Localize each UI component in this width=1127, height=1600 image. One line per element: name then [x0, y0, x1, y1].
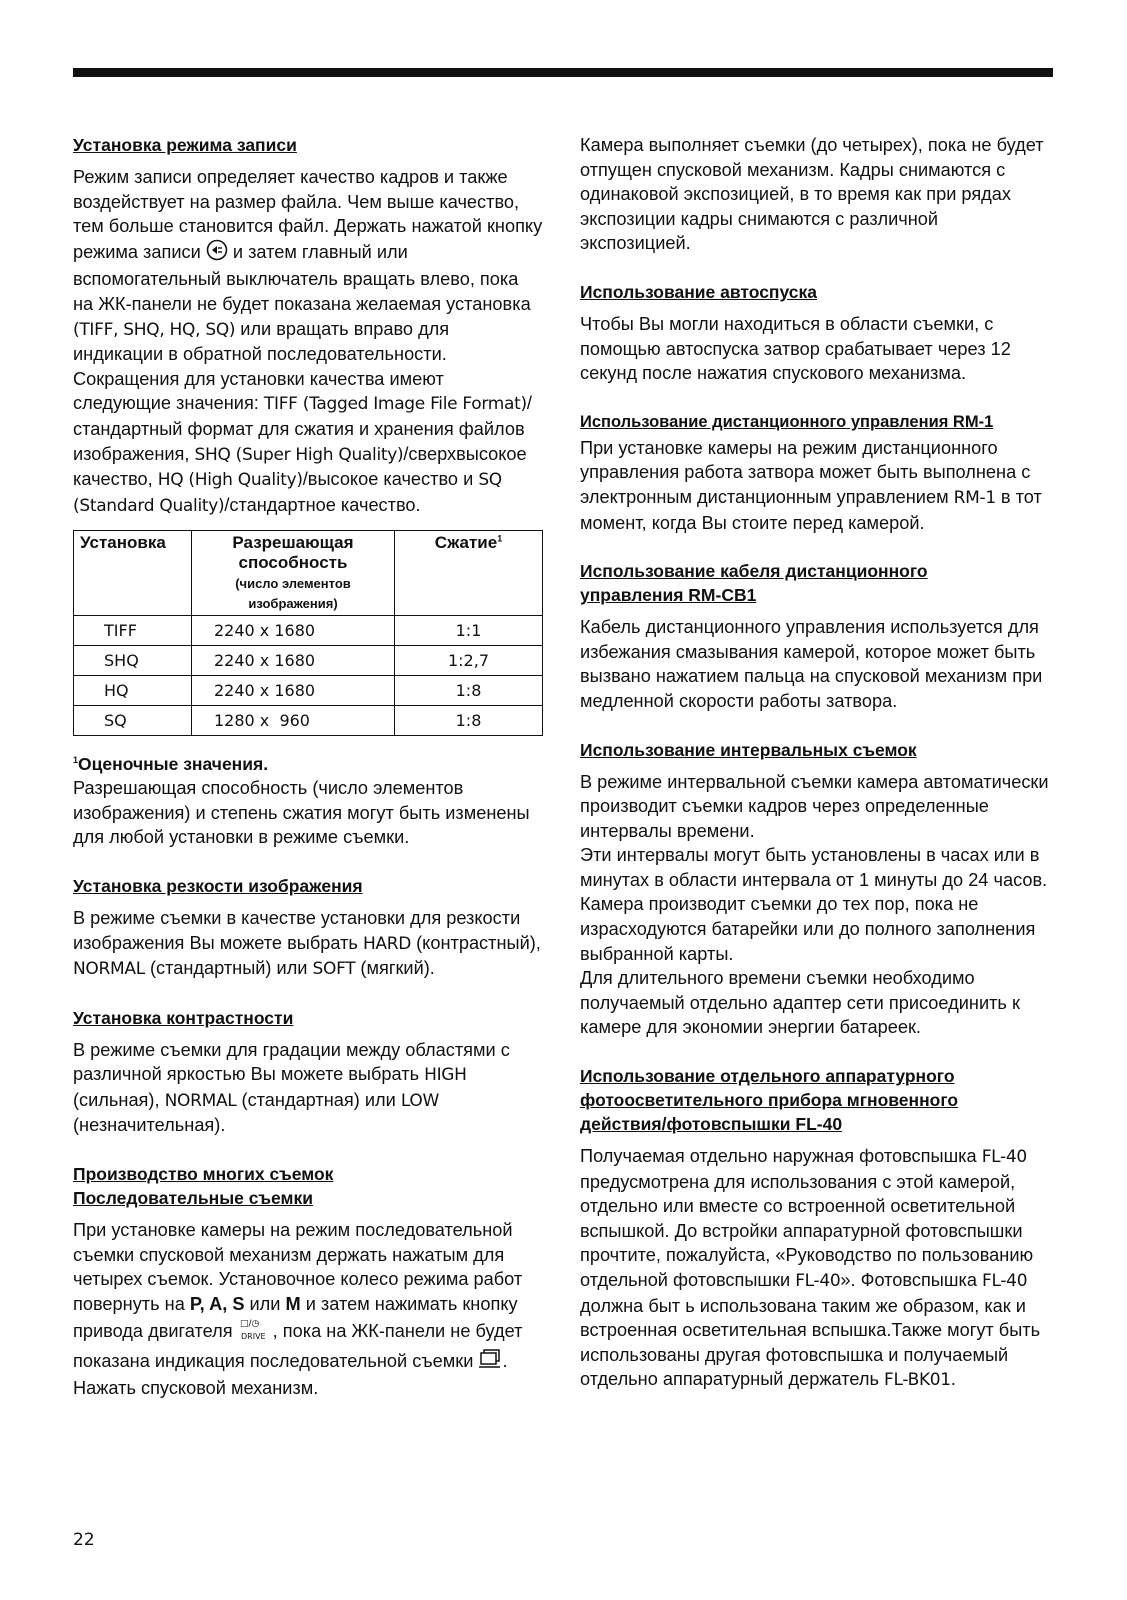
right-column	[580, 133, 1053, 1393]
table-cell-compression: 1:8	[395, 706, 543, 736]
svg-text:DRIVE: DRIVE	[240, 1332, 266, 1342]
svg-text:□/◷: □/◷	[239, 1319, 260, 1330]
table-cell-setting: HQ	[74, 676, 192, 706]
section-title-sharpness: Установка резкости изображения	[73, 875, 363, 896]
table-header-setting: Установка	[74, 531, 192, 616]
page-number: 22	[73, 1530, 95, 1550]
cable-paragraph: Кабель дистанционного управления используется для избежания смазывания камерой, которое может быть вызвано нажатием пальца на спусковой механизм при медленной скорости работы затвора.	[580, 617, 1043, 711]
quality-table	[73, 530, 543, 736]
table-header-compression: Сжатие$^1$	[395, 531, 543, 616]
interval-paragraph-2: Эти интервалы могут быть установлены в часах или в минутах в области интервала от 1 минуты до 24 часов. Камера производит съемки до тех пор, пока не израсходуются батарейки или до полного заполнения выбранной карты.	[580, 845, 1048, 964]
rec-mode-paragraph: Режим записи определяет качество кадров и также воздействует на размер файла. Чем выше качество, тем больше становится файл. Держать нажатой кнопку режима записи и затем главный или вспомогательный выключатель вращать влево, пока на ЖК-панели не будет показана желаемая установка (TIFF, SHQ, HQ, SQ) или вращать вправо для индикации в обратной последовательности. Сокращения для установки качества имеют следующие значения: TIFF (Tagged Image File Format)/стандартный формат для сжатия и хранения файлов изображения, SHQ (Super High Quality)/сверхвысокое качество, HQ (High Quality)/высокое качество и SQ (Standard Quality)/стандартное качество.	[73, 167, 543, 516]
table-cell-setting: SQ	[74, 706, 192, 736]
table-cell-resolution: 2240 x 1680	[192, 616, 395, 646]
table-cell-compression: 1:1	[395, 616, 543, 646]
section-title-remote: Использование дистанционного управления RM-1	[580, 412, 994, 431]
section-title-flash-2: фотоосветительного прибора мгновенного	[580, 1090, 959, 1111]
table-row	[74, 646, 543, 676]
section-title-flash: Использование отдельного аппаратурного	[580, 1066, 955, 1087]
table-row	[74, 706, 543, 736]
section-title-cable-2: управления RM-CB1	[580, 585, 757, 606]
section-title-cable: Использование кабеля дистанционного	[580, 561, 928, 582]
interval-paragraph-1: В режиме интервальной съемки камера автоматически производит съемки кадров через определенные интервалы времени.	[580, 771, 1049, 841]
table-cell-setting: SHQ	[74, 646, 192, 676]
table-header-row	[74, 531, 543, 616]
table-cell-compression: 1:8	[395, 676, 543, 706]
table-cell-compression: 1:2,7	[395, 646, 543, 676]
table-header-resolution: Разрешающая способность (число элементов изображения)	[192, 531, 395, 616]
section-subtitle-sequential: Последовательные съемки	[73, 1188, 313, 1209]
table-row	[74, 676, 543, 706]
table-cell-resolution: 2240 x 1680	[192, 646, 395, 676]
sequential-continued-paragraph: Камера выполняет съемки (до четырех), пока не будет отпущен спусковой механизм. Кадры снимаются с одинаковой экспозицией, в то время как при рядах экспозиции кадры снимаются с различной экспозицией.	[580, 135, 1044, 254]
sharpness-paragraph: В режиме съемки в качестве установки для резкости изображения Вы можете выбрать HARD (контрастный), NORMAL (стандартный) или SOFT (мягкий).	[73, 907, 541, 980]
table-cell-resolution: 1280 x 960	[192, 706, 395, 736]
left-column	[73, 133, 543, 1400]
section-title-contrast: Установка контрастности	[73, 1007, 294, 1028]
sequential-paragraph: При установке камеры на режим последовательной съемки спусковой механизм держать нажатым для четырех съемок. Установочное колесо режима работ повернуть на P, A, S или M и затем нажимать кнопку привода двигателя □/◷ DRIVE , пока на ЖК-панели не будет показана индикация последовательной съемки . Нажать спусковой механизм.	[73, 1220, 523, 1398]
section-title-selftimer: Использование автоспуска	[580, 281, 818, 302]
table-row	[74, 616, 543, 646]
table-cell-setting: TIFF	[74, 616, 192, 646]
remote-paragraph: При установке камеры на режим дистанционного управления работа затвора может быть выполнена с электронным дистанционным управлением RM-1 в тот момент, когда Вы стоите перед камерой.	[580, 437, 1042, 533]
record-mode-icon	[206, 239, 228, 268]
sequential-shooting-icon	[478, 1349, 502, 1376]
header-rule	[73, 68, 1053, 77]
drive-mode-icon	[238, 1316, 268, 1349]
selftimer-paragraph: Чтобы Вы могли находиться в области съемки, с помощью автоспуска затвор срабатывает через 12 секунд после нажатия спускового механизма.	[580, 313, 1011, 384]
interval-paragraph-3: Для длительного времени съемки необходимо получаемый отдельно адаптер сети присоединить к камере для экономии энергии батареек.	[580, 968, 1020, 1038]
section-title-flash-3: действия/фотовспышки FL-40	[580, 1114, 843, 1135]
section-title-rec-mode: Установка режима записи	[73, 135, 297, 155]
footnote-text: Разрешающая способность (число элементов изображения) и степень сжатия могут быть изменены для любой установки в режиме съемки.	[73, 778, 530, 848]
table-cell-resolution: 2240 x 1680	[192, 676, 395, 706]
section-title-multi: Производство многих съемок	[73, 1164, 334, 1185]
footnote-heading: $^1$Оценочные значения.	[73, 754, 269, 775]
section-title-interval: Использование интервальных съемок	[580, 739, 917, 760]
contrast-paragraph: В режиме съемки для градации между областями с различной яркостью Вы можете выбрать HIGH (сильная), NORMAL (стандартная) или LOW (незначительная).	[73, 1039, 510, 1136]
flash-paragraph: Получаемая отдельно наружная фотовспышка FL-40 предусмотрена для использования с этой камерой, отдельно или вместе со встроенной осветительной вспышкой. До встройки аппаратурной фотовспышки прочтите, пожалуйста, «Руководство по пользованию отдельной фотовспышки FL-40». Фотовспышка FL-40 должна быт ь использована таким же образом, как и встроенная осветительная вспышка.Также могут быть использованы другая фотовспышка и получаемый отдельно аппаратурный держатель FL-BK01.	[580, 1146, 1041, 1391]
